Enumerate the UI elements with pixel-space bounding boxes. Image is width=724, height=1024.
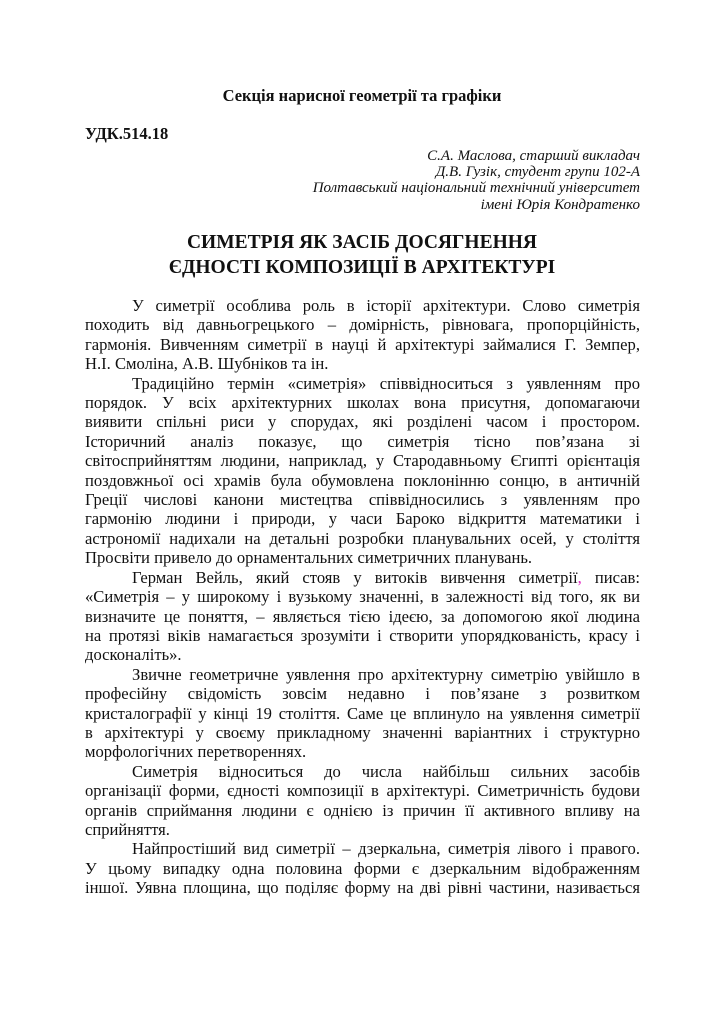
- paragraph: [85, 839, 640, 897]
- authors-block: [313, 148, 640, 213]
- text-line: У цьому випадку одна половина форми є дзеркальним відображенням: [85, 858, 640, 878]
- paragraph: [85, 296, 640, 374]
- author-line: Д.В. Гузік, студент групи 102-А: [435, 164, 640, 181]
- text-line: досконаліть».: [85, 645, 182, 665]
- text-line: Н.І. Смоліна, А.В. Шубніков та ін.: [85, 354, 329, 374]
- title-line: СИМЕТРІЯ ЯК ЗАСІБ ДОСЯГНЕННЯ: [186, 232, 538, 253]
- text-line: світосприйняттям людини, наприклад, у Стародавньому Єгипті орієнтація: [85, 451, 640, 471]
- highlighted-comma: ,: [577, 567, 582, 587]
- text-segment: писав:: [581, 567, 640, 587]
- text-line: гармонія. Вивченням симетрії в науці й архітектурі займалися Г. Земпер,: [85, 334, 640, 354]
- text-line: виявити спільні риси у спорудах, які розділені часом і простором.: [85, 412, 640, 432]
- paragraph: [85, 568, 640, 665]
- affiliation-line: імені Юрія Кондратенко: [480, 196, 640, 213]
- title-line: ЄДНОСТІ КОМПОЗИЦІЇ В АРХІТЕКТУРІ: [168, 257, 556, 278]
- text-line: на протязі віків намагається зрозуміти і створити упорядкованість, красу і: [85, 625, 640, 645]
- udk-code: УДК.514.18: [85, 124, 169, 143]
- text-line: Греції числові канони мистецтва співвідносились з уявленням про: [85, 490, 640, 510]
- text-line: органів сприймання людини є однією із причин її активного впливу на: [85, 800, 640, 820]
- text-line: професійну свідомість зовсім недавно і пов’язане з розвитком: [85, 684, 640, 704]
- text-line: Просвіти привело до орнаментальних симетричних планувань.: [85, 548, 533, 568]
- article-body: [85, 296, 640, 898]
- text-line: морфологічних перетвореннях.: [85, 742, 307, 762]
- text-line: У симетрії особлива роль в історії архітектури. Слово симетрія: [132, 296, 640, 315]
- text-line: сприйняття.: [85, 819, 170, 839]
- text-line: порядок. У всіх архітектурних школах вона присутня, допомагаючи: [85, 393, 640, 413]
- text-line: Історичний аналіз показує, що симетрія тісно пов’язана зі: [85, 431, 640, 451]
- text-line: визначите це поняття, – являється тією ідеєю, за допомогою якої людина: [85, 606, 640, 626]
- article-title: [0, 230, 724, 280]
- text-line: Найпростіший вид симетрії – дзеркальна, симетрія лівого і правого.: [132, 839, 640, 859]
- text-line: Симетрія відноситься до числа найбільш сильних засобів: [132, 761, 640, 781]
- text-line: організації форми, єдності композиції в архітектурі. Симетричність будови: [85, 781, 640, 801]
- text-line: іншої. Уявна площина, що поділяє форму на дві рівні частини, називається: [85, 878, 640, 898]
- text-line: Звичне геометричне уявлення про архітектурну симетрію увійшло в: [132, 664, 640, 684]
- text-line: Традиційно термін «симетрія» співвідноситься з уявленням про: [132, 373, 640, 393]
- paragraph: [85, 762, 640, 840]
- paragraph: [85, 665, 640, 762]
- text-line: [85, 568, 640, 587]
- text-line: «Симетрія – у широкому і вузькому значенні, в залежності від того, як ви: [85, 587, 640, 607]
- text-line: поздовжньої осі храмів була обумовлена поклонінню сонцю, в античній: [85, 470, 640, 490]
- text-line: астрономії надихали на детальні розробки планувальних осей, у століття: [85, 528, 640, 548]
- text-line: гармонію людини і природи, у часи Бароко відкриття математики і: [85, 509, 640, 529]
- author-line: С.А. Маслова, старший викладач: [427, 148, 640, 164]
- text-segment: Герман Вейль, який стояв у витоків вивчення симетрії: [132, 567, 578, 587]
- text-line: кристалографії у кінці 19 століття. Саме це вплинуло на уявлення симетрії: [85, 703, 640, 723]
- affiliation-line: Полтавський національний технічний університет: [312, 180, 640, 197]
- text-line: в архітектурі у своєму прикладному значенні варіантних і структурно: [85, 722, 640, 742]
- text-line: походить від давньогрецького – домірність, рівновага, пропорційність,: [85, 315, 640, 335]
- section-heading: Секція нарисної геометрії та графіки: [222, 86, 502, 105]
- paragraph: [85, 374, 640, 568]
